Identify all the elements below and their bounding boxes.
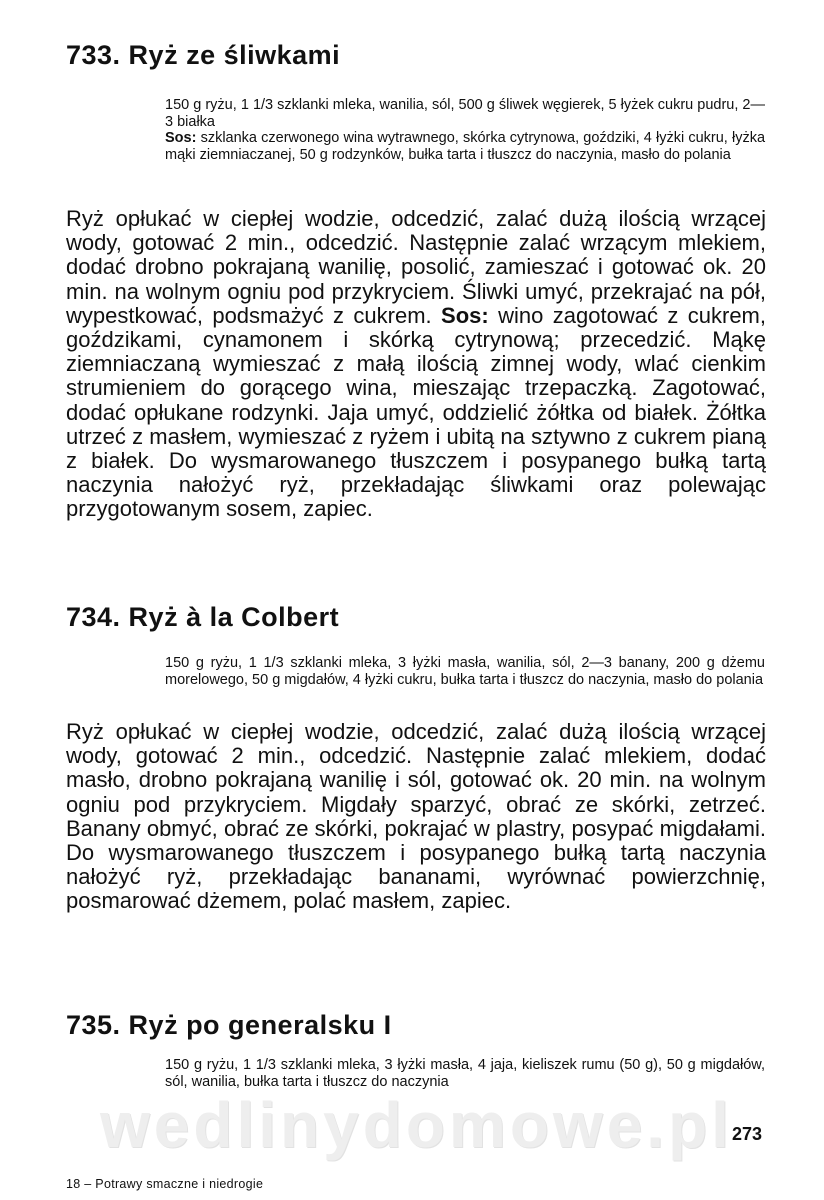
recipe-734-main-ingredients: 150 g ryżu, 1 1/3 szklanki mleka, 3 łyżki masła, wanilia, sól, 2—3 banany, 200 g dżemu morelowego, 50 g migdałów, 4 łyżki cukru, bułka tarta i tłuszcz do naczynia, masło do polania [165, 655, 765, 688]
recipe-733-instructions-part2: wino zagotować z cukrem, goździkami, cynamonem i skórką cytrynową; przecedzić. Mąkę ziemniaczaną wymieszać z małą ilością zimnej wody, wlać cienkim strumieniem do gorącego wina, mieszając trzepaczką. Zagotować, dodać opłukane rodzynki. Jaja umyć, oddzielić żółtka od białek. Żółtka utrzeć z masłem, wymieszać z ryżem i ubitą na sztywno z cukrem pianą z białek. Do wysmarowanego tłuszczem i posypanego bułką tartą naczynia nałożyć ryż, przekładając śliwkami oraz polewając przygotowanym sosem, zapiec. [66, 302, 766, 522]
recipe-733-main-ingredients: 150 g ryżu, 1 1/3 szklanki mleka, wanilia, sól, 500 g śliwek węgierek, 5 łyżek cukru pudru, 2—3 białka [165, 97, 765, 130]
recipe-733-instructions-part1: Ryż opłukać w ciepłej wodzie, odcedzić, zalać dużą ilością wrzącej wody, gotować 2 min., odcedzić. Następnie zalać wrzącym mlekiem, dodać drobno pokrajaną wanilię, posolić, zamieszać i gotować ok. 20 min. na wolnym ogniu pod przykryciem. Śliwki umyć, przekrajać na pół, wypestkować, podsmażyć z cukrem. [66, 206, 766, 328]
recipe-735-title: 735. Ryż po generalsku I [66, 1010, 392, 1040]
recipe-735-main-ingredients: 150 g ryżu, 1 1/3 szklanki mleka, 3 łyżki masła, 4 jaja, kieliszek rumu (50 g), 50 g migdałów, sól, wanilia, bułka tarta i tłuszcz do naczynia [165, 1057, 765, 1090]
recipe-733-instructions-sauce-label: Sos: [441, 302, 489, 328]
recipe-733-sauce-ingredients: szklanka czerwonego wina wytrawnego, skórka cytrynowa, goździki, 4 łyżki cukru, łyżka mąki ziemniaczanej, 50 g rodzynków, bułka tarta i tłuszcz do naczynia, masło do polania [165, 130, 766, 163]
recipe-735-ingredients [165, 1057, 765, 1090]
recipe-733-instructions [66, 207, 766, 522]
footer-note: 18 – Potrawy smaczne i niedrogie [66, 1177, 264, 1191]
recipe-733-sauce-label: Sos: [165, 130, 197, 146]
recipe-734-title: 734. Ryż à la Colbert [66, 602, 340, 632]
site-watermark: wedlinydomowe.pl [100, 1089, 733, 1161]
recipe-734-ingredients [165, 655, 765, 688]
page-number: 273 [731, 1124, 762, 1144]
recipe-733-ingredients [165, 97, 765, 163]
recipe-734-instructions: Ryż opłukać w ciepłej wodzie, odcedzić, zalać dużą ilością wrzącej wody, gotować 2 min., odcedzić. Następnie zalać mlekiem, dodać masło, drobno pokrajaną wanilię i sól, gotować ok. 20 min. na wolnym ogniu pod przykryciem. Migdały sparzyć, obrać ze skórki, zetrzeć. Banany obmyć, obrać ze skórki, pokrajać w plastry, posypać migdałami. Do wysmarowanego tłuszczem i posypanego bułką tartą naczynia nałożyć ryż, przekładając bananami, wyrównać powierzchnię, posmarować dżemem, polać masłem, zapiec. [66, 719, 766, 914]
recipe-733-title: 733. Ryż ze śliwkami [66, 40, 341, 70]
